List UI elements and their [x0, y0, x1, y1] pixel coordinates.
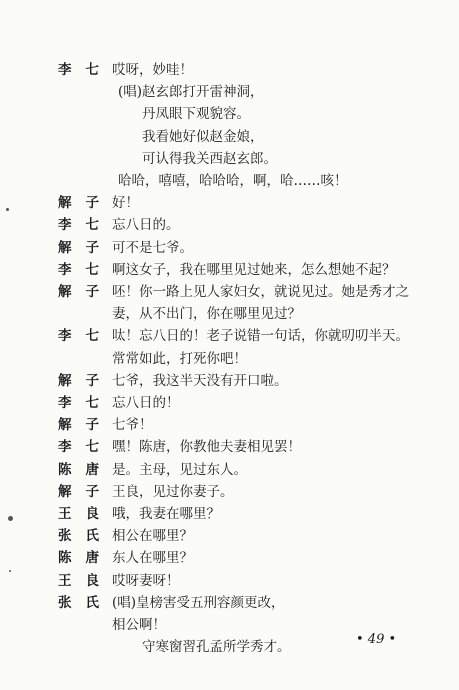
speaker-name: 张氏	[58, 528, 113, 545]
dialogue-text: 忘八日的。	[112, 217, 180, 234]
dialogue-text: 相公在哪里？	[112, 528, 193, 545]
dialogue-text: 可不是七爷。	[112, 239, 193, 256]
dialogue-text: 呔！忘八日的！老子说错一句话，你就叨叨半天。	[112, 328, 409, 345]
dialogue-text: 丹凤眼下观貌容。	[142, 106, 250, 123]
speaker-name: 解子	[58, 372, 113, 389]
dialogue-text: 可认得我关西赵玄郎。	[142, 150, 277, 167]
dialogue-text: 哦，我妻在哪里？	[112, 506, 220, 522]
dialogue-text: 呸！你一路上见人家妇女，就说见过。她是秀才之	[112, 284, 409, 300]
page-number: • 49 •	[356, 632, 397, 647]
speaker-name: 解子	[58, 417, 113, 434]
speaker-name: 李七	[58, 62, 113, 78]
dialogue-text: 哈哈，嘻嘻，哈哈哈，啊，哈……咳！	[118, 173, 348, 189]
speaker-name: 解子	[58, 195, 113, 212]
dialogue-text: 忘八日的！	[112, 395, 180, 411]
speaker-name: 解子	[58, 239, 113, 256]
scan-speck	[8, 516, 13, 521]
speaker-name: 解子	[58, 483, 113, 500]
speaker-name: 李七	[58, 261, 113, 278]
dialogue-text: 是。主母，见过东人。	[112, 461, 247, 478]
speaker-name: 张氏	[58, 594, 113, 611]
dialogue-text: 七爷！	[112, 417, 153, 434]
speaker-name: 李七	[58, 328, 113, 345]
scan-speck	[9, 570, 11, 572]
speaker-name: 王良	[58, 506, 113, 522]
dialogue-text: 哎呀，妙哇！	[112, 62, 193, 78]
speaker-name: 陈唐	[58, 461, 113, 478]
dialogue-text: 守寒窗習孔孟所学秀才。	[142, 639, 291, 656]
dialogue-text: 哎呀妻呀！	[112, 572, 180, 589]
dialogue-text: 常常如此，打死你吧！	[112, 350, 247, 367]
dialogue-text: 我看她好似赵金娘，	[142, 128, 264, 145]
dialogue-text: 相公啊！	[112, 617, 166, 633]
dialogue-text: 嘿！陈唐，你教他夫妻相见罢！	[112, 439, 301, 456]
dialogue-text: 东人在哪里？	[112, 550, 193, 567]
dialogue-text: (唱)皇榜害受五刑容颜更改，	[112, 594, 285, 611]
speaker-name: 李七	[58, 395, 113, 411]
dialogue-text: 啊这女子，我在哪里见过她来，怎么想她不起？	[112, 261, 396, 278]
speaker-name: 陈唐	[58, 550, 113, 567]
scan-speck	[6, 208, 9, 211]
dialogue-text: 七爷，我这半天没有开口啦。	[112, 372, 288, 389]
dialogue-text: 妻，从不出门，你在哪里见过？	[112, 306, 301, 323]
dialogue-text: 好！	[112, 195, 139, 212]
dialogue-text: (唱)赵玄郎打开雷神洞，	[118, 84, 264, 101]
speaker-name: 李七	[58, 217, 113, 234]
speaker-name: 王良	[58, 572, 113, 589]
speaker-name: 李七	[58, 439, 113, 456]
speaker-name: 解子	[58, 284, 113, 300]
dialogue-text: 王良，见过你妻子。	[112, 483, 234, 500]
